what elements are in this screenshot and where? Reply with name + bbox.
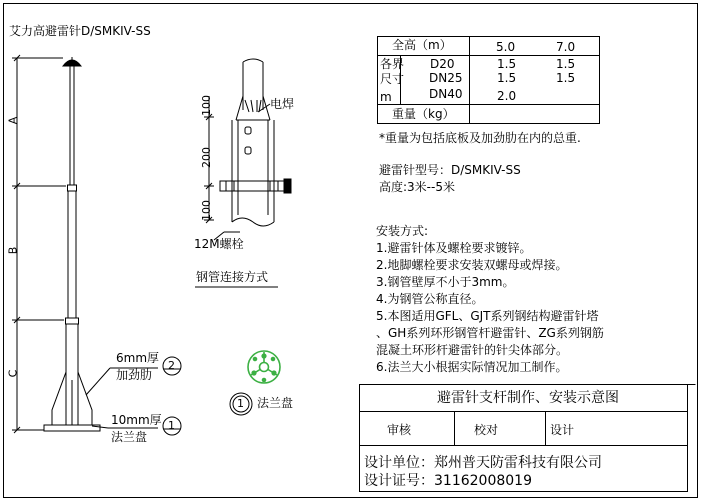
table-row-d20: D20	[430, 57, 455, 71]
titleblock-cert: 设计证号：31162008019	[364, 473, 532, 489]
detail-caption: 钢管连接方式	[196, 270, 269, 284]
detail-dim-3: 100	[200, 200, 213, 221]
drawing-title: 艾力高避雷针D/SMKIV-SS	[9, 24, 151, 38]
callout-2-line2: 加劲肋	[116, 368, 153, 382]
callout-2-line1: 6mm厚	[116, 351, 160, 365]
table-height-label: 全高（m）	[392, 38, 452, 52]
callout-1-line2: 法兰盘	[111, 430, 148, 444]
titleblock-check: 校对	[474, 423, 499, 437]
callout-1-line1: 10mm厚	[111, 413, 162, 427]
flange-plan-icon	[248, 351, 280, 383]
install-heading: 安装方式:	[376, 224, 429, 238]
install-line-4: 4.为钢管公称直径。	[376, 292, 484, 306]
dim-label-c: C	[6, 369, 20, 378]
flange-label: 法兰盘	[257, 396, 294, 410]
table-group-label-1: 各界	[380, 57, 405, 71]
table-height-5m: 5.0	[496, 40, 516, 54]
model-text: 避雷针型号：D/SMKIV-SS	[379, 163, 521, 177]
install-line-6: 、GH系列环形钢管杆避雷针、ZG系列钢筋	[376, 326, 604, 340]
table-dn25-7m: 1.5	[556, 71, 576, 85]
weight-note: *重量为包括底板及加劲肋在内的总重.	[379, 131, 581, 145]
pipe-connection-detail	[195, 59, 291, 287]
table-group-label-3: m	[380, 90, 392, 104]
table-row-dn25: DN25	[429, 71, 463, 85]
bolt-label: 12M螺栓	[194, 237, 244, 251]
table-group-label-2: 尺寸	[380, 72, 405, 86]
table-row-dn40: DN40	[429, 87, 463, 101]
weld-label: 电焊	[270, 97, 295, 111]
install-line-7: 混凝土环形杆避雷针的针尖体部分。	[376, 343, 569, 357]
detail-dim-2: 200	[200, 147, 213, 168]
titleblock-design: 设计	[550, 423, 575, 437]
detail-dim-1: 100	[200, 95, 213, 116]
titleblock-title: 避雷针支杆制作、安装示意图	[437, 390, 619, 406]
titleblock-review: 审核	[387, 423, 412, 437]
flange-callout-number: 1	[237, 397, 244, 410]
table-dn40-5m: 2.0	[497, 89, 517, 103]
table-weight-label: 重量（kg）	[392, 107, 455, 121]
install-line-1: 1.避雷针体及螺栓要求镀锌。	[376, 241, 532, 255]
install-line-5: 5.本图适用GFL、GJT系列钢结构避雷针塔	[376, 309, 599, 323]
dim-label-b: B	[6, 246, 20, 255]
install-line-2: 2.地脚螺栓要求安装双螺母或焊接。	[376, 258, 568, 272]
install-line-3: 3.钢管壁厚不小于3mm。	[376, 275, 515, 289]
callout-1-number: 1	[168, 419, 175, 432]
dim-label-a: A	[6, 116, 20, 125]
table-height-7m: 7.0	[556, 40, 576, 54]
table-dn25-5m: 1.5	[497, 71, 517, 85]
rod-dimension-line	[12, 55, 66, 433]
callout-2-number: 2	[168, 359, 175, 372]
table-d20-5m: 1.5	[497, 57, 517, 71]
height-text: 高度:3米--5米	[379, 180, 455, 194]
drawing-frame	[4, 4, 698, 498]
install-line-8: 6.法兰大小根据实际情况加工制作。	[376, 360, 568, 374]
titleblock-unit: 设计单位：郑州普天防雷科技有限公司	[364, 455, 602, 471]
callout-markers	[163, 357, 252, 435]
table-d20-7m: 1.5	[556, 57, 576, 71]
